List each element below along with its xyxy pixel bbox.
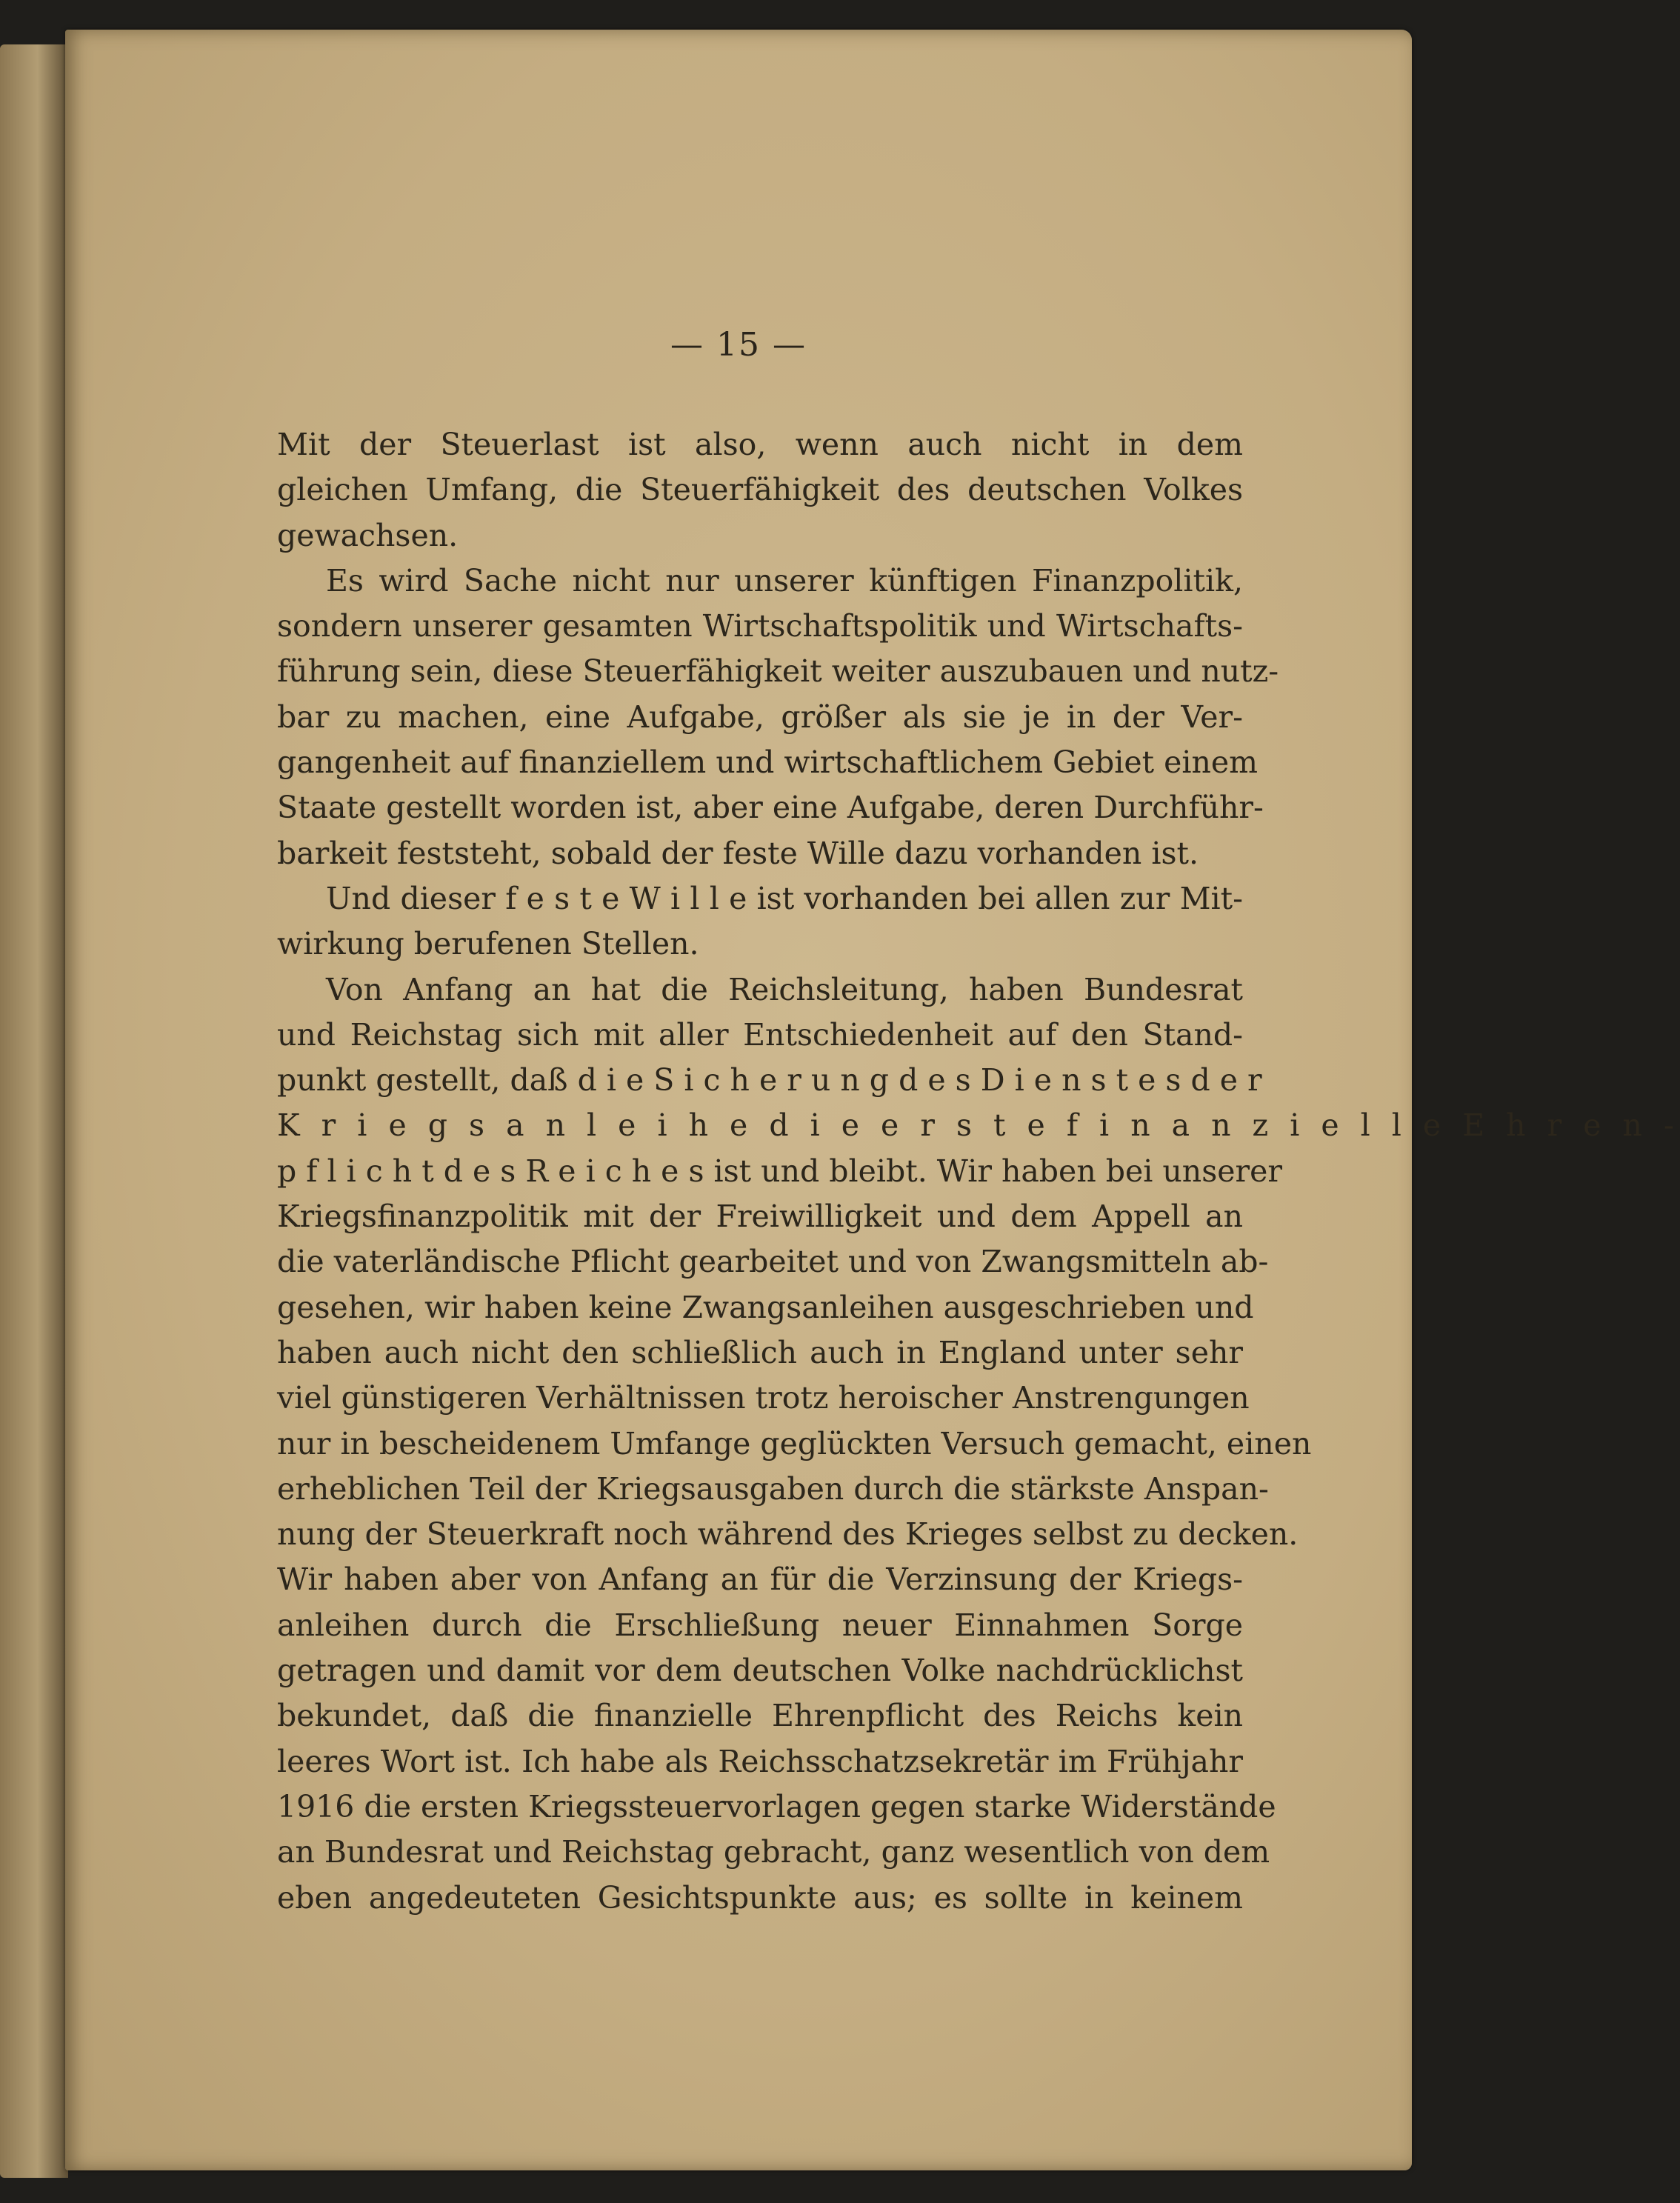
text-line: K r i e g s a n l e i h e d i e e r s t e f i n a n z i e l l e E h r e n - — [277, 1107, 1680, 1144]
text-line: 1916 die ersten Kriegssteuervorlagen gegen starke Widerstände — [277, 1788, 1276, 1824]
previous-page-edge — [0, 44, 68, 2178]
text-line: gleichen Umfang, die Steuerfähigkeit des deutschen Volkes — [277, 472, 1243, 508]
text-line: gangenheit auf finanziellem und wirtschaftlichem Gebiet einem — [277, 744, 1259, 781]
text-line: p f l i c h t d e s R e i c h e s ist und bleibt. Wir haben bei unserer — [277, 1153, 1282, 1189]
text-line: Mit der Steuerlast ist also, wenn auch nicht in dem — [277, 427, 1243, 462]
text-line: und Reichstag sich mit aller Entschiedenheit auf den Stand- — [277, 1016, 1243, 1053]
text-line: leeres Wort ist. Ich habe als Reichsschatzsekretär im Frühjahr — [277, 1743, 1243, 1779]
text-line: an Bundesrat und Reichstag gebracht, ganz wesentlich von dem — [277, 1834, 1270, 1870]
text-line: nung der Steuerkraft noch während des Krieges selbst zu decken. — [277, 1516, 1299, 1553]
text-line: Von Anfang an hat die Reichsleitung, haben Bundesrat — [326, 971, 1243, 1007]
text-line: bekundet, daß die finanzielle Ehrenpflicht des Reichs kein — [277, 1698, 1243, 1734]
text-line: Es wird Sache nicht nur unserer künftigen Finanzpolitik, — [326, 562, 1243, 599]
text-line: bar zu machen, eine Aufgabe, größer als sie je in der Ver- — [277, 699, 1243, 735]
text-line: anleihen durch die Erschließung neuer Einnahmen Sorge — [277, 1607, 1243, 1643]
text-line: sondern unserer gesamten Wirtschaftspolitik und Wirtschafts- — [277, 608, 1243, 644]
text-line: gesehen, wir haben keine Zwangsanleihen ausgeschrieben und — [277, 1289, 1254, 1325]
book-page — [65, 30, 1680, 2170]
text-line: punkt gestellt, daß d i e S i c h e r u n g d e s D i e n s t e s d e r — [277, 1062, 1262, 1099]
text-line: viel günstigeren Verhältnissen trotz heroischer Anstrengungen — [277, 1380, 1250, 1416]
text-line: erheblichen Teil der Kriegsausgaben durch die stärkste Anspan- — [277, 1470, 1269, 1507]
text-line: Und dieser f e s t e W i l l e ist vorhanden bei allen zur Mit- — [326, 880, 1243, 916]
text-line: wirkung berufenen Stellen. — [277, 926, 699, 962]
text-line: haben auch nicht den schließlich auch in England unter sehr — [277, 1334, 1243, 1370]
text-line: die vaterländische Pflicht gearbeitet und von Zwangsmitteln ab- — [277, 1244, 1269, 1280]
text-line: eben angedeuteten Gesichtspunkte aus; es sollte in keinem — [277, 1879, 1243, 1916]
text-line: getragen und damit vor dem deutschen Volke nachdrücklichst — [277, 1653, 1243, 1689]
page-number: — 15 — — [670, 326, 807, 364]
text-line: Wir haben aber von Anfang an für die Verzinsung der Kriegs- — [277, 1562, 1243, 1598]
text-line: gewachsen. — [277, 517, 459, 553]
text-line: Staate gestellt worden ist, aber eine Aufgabe, deren Durchführ- — [277, 790, 1264, 826]
text-line: barkeit feststeht, sobald der feste Wille dazu vorhanden ist. — [277, 835, 1199, 871]
text-line: führung sein, diese Steuerfähigkeit weiter auszubauen und nutz- — [277, 653, 1279, 690]
body-text — [277, 422, 1680, 1921]
text-line: nur in bescheidenem Umfange geglückten Versuch gemacht, einen — [277, 1425, 1312, 1462]
text-line: Kriegsfinanzpolitik mit der Freiwilligkeit und dem Appell an — [277, 1199, 1243, 1235]
